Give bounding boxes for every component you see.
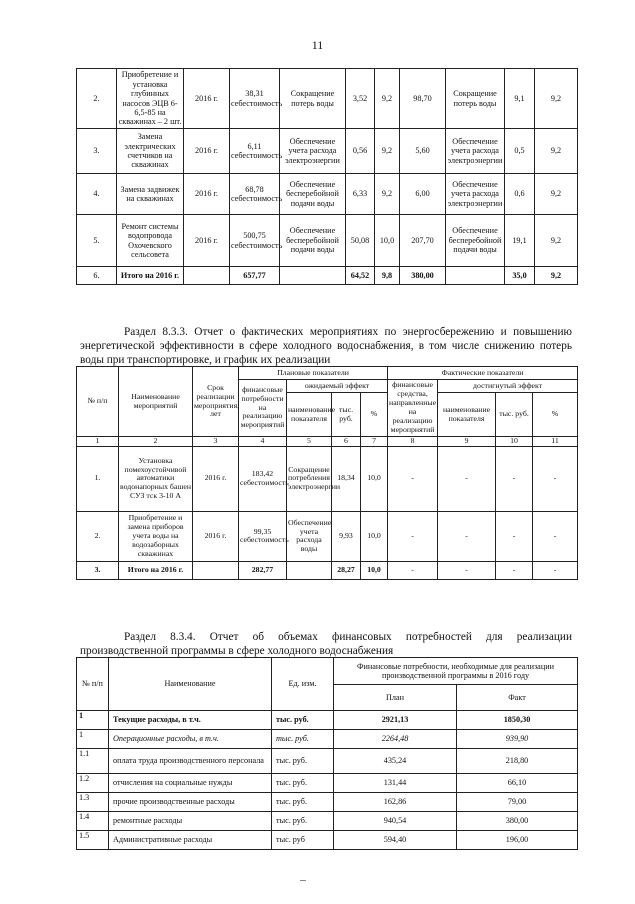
section-8-3-4-heading: Раздел 8.3.4. Отчет об объемах финансовых потребностей для реализации производственной программы в сфере холодного водоснабжения	[80, 631, 572, 657]
row-number: 1.5	[77, 831, 109, 850]
fact-fin-value: 207,70	[400, 215, 446, 267]
col-name-header: Наименование мероприятий	[119, 367, 193, 437]
row-number: 1.4	[77, 812, 109, 831]
column-number: 9	[438, 437, 496, 447]
fact-value: 79,00	[457, 793, 578, 812]
fact-thous-value: 0,5	[505, 129, 535, 174]
expense-name: прочие производственные расходы	[109, 793, 272, 812]
achieved-effect: Сокращение потерь воды	[446, 69, 505, 129]
total-fact-fin: 380,00	[400, 267, 446, 285]
col-unit-header: Ед. изм.	[272, 658, 334, 711]
unit: тыс. руб.	[272, 812, 334, 831]
plan-pct-value: 10,0	[361, 446, 388, 511]
row-number: 1	[77, 730, 109, 749]
row-number: 3.	[77, 129, 117, 174]
plan-value: 2921,13	[334, 711, 457, 730]
plan-header: План	[334, 685, 457, 711]
plan-thous-header: тыс. руб.	[332, 393, 361, 437]
fact-fin-value: 6,00	[400, 174, 446, 215]
fact-header: Факт	[457, 685, 578, 711]
plan-pct-value: 9,2	[375, 69, 400, 129]
col-num-header: № п/п	[77, 367, 119, 437]
expense-name: Административные расходы	[109, 831, 272, 850]
unit: тыс. руб.	[272, 774, 334, 793]
fact-pct-value: -	[533, 561, 578, 579]
fact-pct-value: 9,2	[535, 215, 578, 267]
measure-cost: 6,11 себестоимость	[230, 129, 280, 174]
fact-pct-value: 9,2	[535, 174, 578, 215]
plan-value: 2264,48	[334, 730, 457, 749]
table-row	[77, 511, 578, 561]
total-plan-thous: 28,27	[332, 561, 361, 579]
plan-value: 435,24	[334, 749, 457, 774]
footer-mark	[300, 880, 306, 881]
expected-effect: Обеспечение бесперебойной подачи воды	[280, 215, 346, 267]
achieved-effect: -	[438, 446, 496, 511]
column-numbers-row	[77, 437, 578, 447]
fact-value: 218,80	[457, 749, 578, 774]
column-number: 6	[332, 437, 361, 447]
measure-cost: 68,78 себестоимость	[230, 174, 280, 215]
empty-cell	[184, 267, 230, 285]
empty-cell	[446, 267, 505, 285]
fact-pct-value: -	[533, 446, 578, 511]
fact-thous-value: -	[496, 511, 533, 561]
plan-indicators-header: Плановые показатели	[239, 367, 388, 380]
fact-thous-value: 19,1	[505, 215, 535, 267]
fact-fin-value: -	[388, 511, 438, 561]
fact-value: 66,10	[457, 774, 578, 793]
column-number: 3	[193, 437, 239, 447]
expense-name: отчисления на социальные нужды	[109, 774, 272, 793]
energy-measures-table-continued	[76, 68, 578, 285]
measure-name: Замена электрических счетчиков на скважинах	[117, 129, 184, 174]
plan-pct-header: %	[361, 393, 388, 437]
plan-value: 131,44	[334, 774, 457, 793]
table-row	[77, 711, 578, 730]
page-number: 11	[311, 38, 324, 52]
table-row	[77, 774, 578, 793]
row-number: 1.1	[77, 749, 109, 774]
total-row	[77, 561, 578, 579]
measure-cost: 183,42 себестоимость	[239, 446, 287, 511]
fact-value: 196,00	[457, 831, 578, 850]
expected-effect: Сокращение потерь воды	[280, 69, 346, 129]
row-number: 2.	[77, 511, 119, 561]
col-num-header: № п/п	[77, 658, 109, 711]
table-row	[77, 831, 578, 850]
measure-year: 2016 г.	[184, 129, 230, 174]
plan-thous-value: 6,33	[346, 174, 375, 215]
column-number: 2	[119, 437, 193, 447]
fact-thous-value: 0,6	[505, 174, 535, 215]
row-number: 1	[77, 711, 109, 730]
achieved-effect: -	[438, 561, 496, 579]
column-number: 10	[496, 437, 533, 447]
measure-name: Замена задвижек на скважинах	[117, 174, 184, 215]
col-name-header: Наименование	[109, 658, 272, 711]
row-number: 1.3	[77, 793, 109, 812]
col-term-header: Срок реализации мероприятия, лет	[193, 367, 239, 437]
plan-pct-value: 10,0	[375, 215, 400, 267]
total-fact-thous: 35,0	[505, 267, 535, 285]
column-number: 1	[77, 437, 119, 447]
expense-name: Операционные расходы, в т.ч.	[109, 730, 272, 749]
achieved-effect: -	[438, 511, 496, 561]
measure-name: Приобретение и установка глубинных насосов ЭЦВ 6-6,5-85 на скважинах – 2 шт.	[117, 69, 184, 129]
plan-thous-value: 9,93	[332, 511, 361, 561]
fact-thous-value: 9,1	[505, 69, 535, 129]
fact-measures-table	[76, 366, 578, 580]
total-row	[77, 267, 578, 285]
total-label: Итого на 2016 г.	[119, 561, 193, 579]
column-number: 4	[239, 437, 287, 447]
row-number: 4.	[77, 174, 117, 215]
row-number: 3.	[77, 561, 119, 579]
measure-name: Приобретение и замена приборов учета воды на водозаборных скважинах	[119, 511, 193, 561]
row-number: 1.	[77, 446, 119, 511]
unit: тыс. руб.	[272, 730, 334, 749]
unit: тыс. руб.	[272, 711, 334, 730]
total-cost: 282,77	[239, 561, 287, 579]
column-number: 8	[388, 437, 438, 447]
measure-year: 2016 г.	[193, 446, 239, 511]
fact-indicators-header: Фактические показатели	[388, 367, 578, 380]
fact-thous-value: -	[496, 561, 533, 579]
row-number: 1.2	[77, 774, 109, 793]
fact-fin-value: -	[388, 446, 438, 511]
plan-pct-value: 9,2	[375, 129, 400, 174]
table-row	[77, 215, 578, 267]
table-row	[77, 812, 578, 831]
fact-thous-value: -	[496, 446, 533, 511]
measure-name: Установка помехоустойчивой автоматики водонапорных башен СУЗ тск 3-10 А	[119, 446, 193, 511]
expense-name: Текущие расходы, в т.ч.	[109, 711, 272, 730]
fact-pct-value: -	[533, 511, 578, 561]
measure-year: 2016 г.	[184, 215, 230, 267]
expected-effect: Обеспечение бесперебойной подачи воды	[280, 174, 346, 215]
fact-ind-name-header: наименование показателя	[438, 393, 496, 437]
expense-name: ремонтные расходы	[109, 812, 272, 831]
achieved-effect: Обеспечение учета расхода электроэнергии	[446, 129, 505, 174]
total-plan-thous: 64,52	[346, 267, 375, 285]
empty-cell	[280, 267, 346, 285]
expense-name: оплата труда производственного персонала	[109, 749, 272, 774]
fact-fin-value: 98,70	[400, 69, 446, 129]
plan-thous-value: 18,34	[332, 446, 361, 511]
column-number: 7	[361, 437, 388, 447]
row-number: 5.	[77, 215, 117, 267]
expected-effect-header: ожидаемый эффект	[287, 380, 388, 393]
expected-effect: Сокращение потребления электроэнергии	[287, 446, 332, 511]
measure-cost: 99,35 себестоимость	[239, 511, 287, 561]
plan-pct-value: 9,2	[375, 174, 400, 215]
table-row	[77, 69, 578, 129]
plan-pct-value: 10,0	[361, 511, 388, 561]
fact-value: 1850,30	[457, 711, 578, 730]
fact-pct-value: 9,2	[535, 129, 578, 174]
achieved-effect: Обеспечение бесперебойной подачи воды	[446, 215, 505, 267]
table-row	[77, 749, 578, 774]
plan-thous-value: 0,56	[346, 129, 375, 174]
unit: тыс. руб.	[272, 793, 334, 812]
total-plan-pct: 10,0	[361, 561, 388, 579]
measure-year: 2016 г.	[184, 174, 230, 215]
expected-effect: Обеспечение учета расхода электроэнергии	[280, 129, 346, 174]
empty-cell	[193, 561, 239, 579]
measure-year: 2016 г.	[184, 69, 230, 129]
unit: тыс. руб.	[272, 749, 334, 774]
achieved-effect-header: достигнутый эффект	[438, 380, 578, 393]
fin-needs-header: Финансовые потребности, необходимые для реализации производственной программы в 2016 году	[334, 658, 578, 685]
empty-cell	[287, 561, 332, 579]
fact-thous-header: тыс. руб.	[496, 393, 533, 437]
plan-thous-value: 50,08	[346, 215, 375, 267]
fact-fin-value: -	[388, 561, 438, 579]
table-row	[77, 174, 578, 215]
measure-cost: 500,75 себестоимость	[230, 215, 280, 267]
total-fact-pct: 9,2	[535, 267, 578, 285]
table-row	[77, 793, 578, 812]
plan-value: 594,40	[334, 831, 457, 850]
table-row	[77, 129, 578, 174]
plan-ind-name-header: наименование показателя	[287, 393, 332, 437]
financial-needs-table	[76, 657, 578, 850]
fact-value: 380,00	[457, 812, 578, 831]
section-8-3-3-heading: Раздел 8.3.3. Отчет о фактических мероприятиях по энергосбережению и повышению энергетической эффективности в сфере холодного водоснабжения, в том числе снижению потерь воды при транспортировке, и график их реализации	[80, 326, 572, 366]
fact-pct-value: 9,2	[535, 69, 578, 129]
unit: тыс. руб	[272, 831, 334, 850]
measure-name: Ремонт системы водопровода Охочевского сельсовета	[117, 215, 184, 267]
expected-effect: Обеспечение учета расхода воды	[287, 511, 332, 561]
total-plan-pct: 9,8	[375, 267, 400, 285]
fact-pct-header: %	[533, 393, 578, 437]
row-number: 2.	[77, 69, 117, 129]
measure-year: 2016 г.	[193, 511, 239, 561]
table-row	[77, 446, 578, 511]
plan-thous-value: 3,52	[346, 69, 375, 129]
plan-value: 162,86	[334, 793, 457, 812]
fact-value: 939,90	[457, 730, 578, 749]
column-number: 11	[533, 437, 578, 447]
row-number: 6.	[77, 267, 117, 285]
total-cost: 657,77	[230, 267, 280, 285]
achieved-effect: Обеспечение учета расхода электроэнергии	[446, 174, 505, 215]
column-number: 5	[287, 437, 332, 447]
plan-value: 940,54	[334, 812, 457, 831]
total-label: Итого на 2016 г.	[117, 267, 184, 285]
fin-need-header: финансовые потребности на реализацию мероприятий	[239, 380, 287, 437]
table-row	[77, 730, 578, 749]
fact-fin-value: 5,60	[400, 129, 446, 174]
fin-spent-header: финансовые средства, направленные на реализацию мероприятий	[388, 380, 438, 437]
measure-cost: 38,31 себестоимость	[230, 69, 280, 129]
